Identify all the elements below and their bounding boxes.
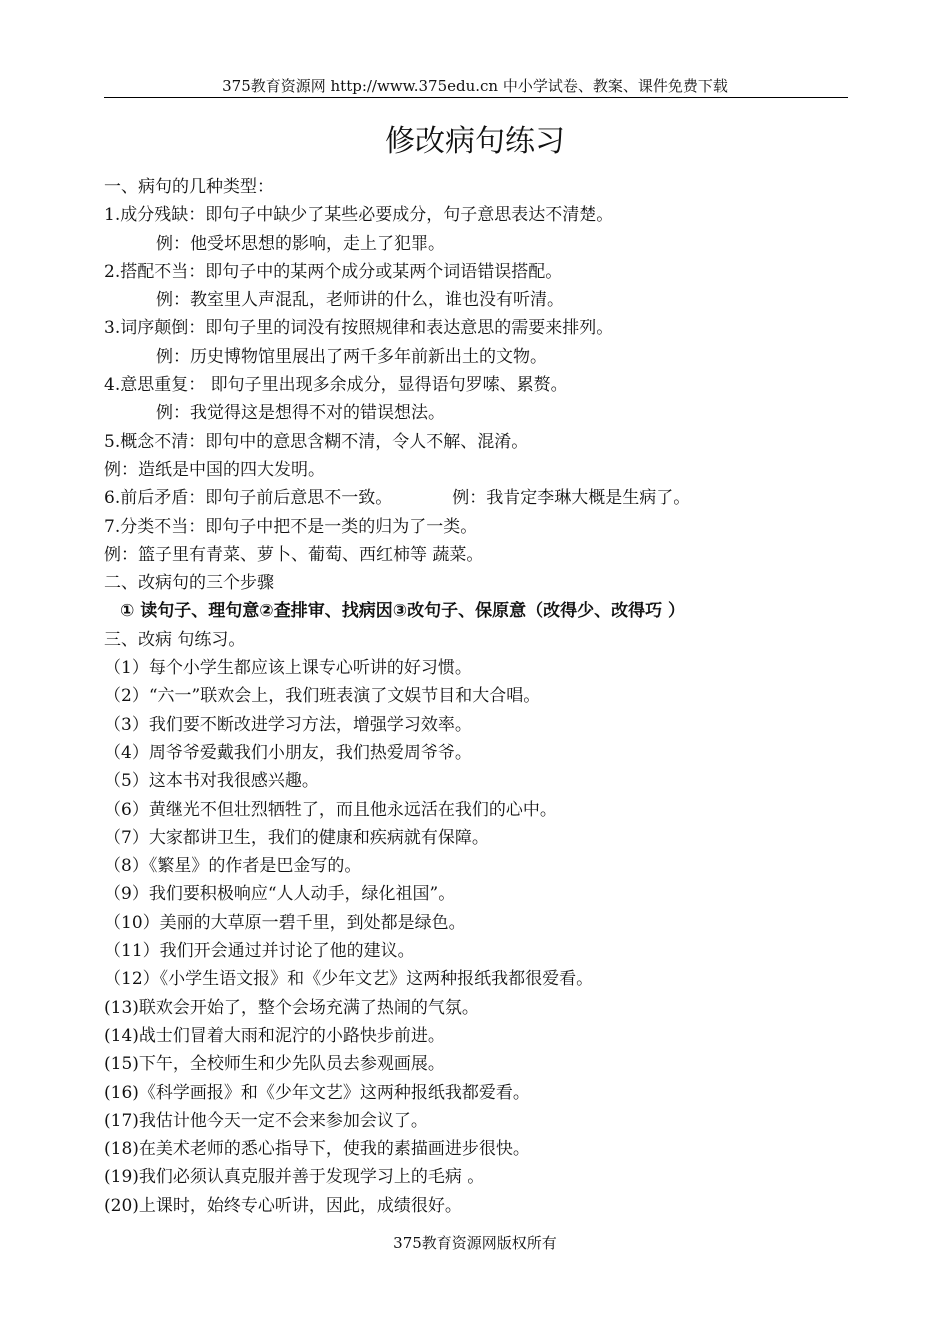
practice-item: (17)我估计他今天一定不会来参加会议了。 [104, 1110, 428, 1131]
practice-item: (19)我们必须认真克服并善于发现学习上的毛病 。 [104, 1167, 485, 1188]
practice-item: (14)战士们冒着大雨和泥泞的小路快步前进。 [104, 1025, 445, 1046]
page-title: 修改病句练习 [385, 124, 565, 159]
steps-summary: ① 读句子、理句意②查排审、找病因③改句子、保原意（改得少、改得巧 ） [120, 601, 686, 622]
type-item-1: 1.成分残缺：即句子中缺少了某些必要成分，句子意思表达不清楚。 [104, 205, 614, 226]
document-body [104, 173, 864, 1220]
practice-item: (16)《科学画报》和《少年文艺》这两种报纸我都爱看。 [104, 1082, 530, 1103]
practice-item: (18)在美术老师的悉心指导下，使我的素描画进步很快。 [104, 1139, 530, 1160]
practice-item: （8）《繁星》的作者是巴金写的。 [104, 856, 362, 877]
type-example-2: 例：教室里人声混乱，老师讲的什么，谁也没有听清。 [156, 290, 564, 311]
type-item-3: 3.词序颠倒：即句子里的词没有按照规律和表达意思的需要来排列。 [104, 318, 614, 339]
section-heading-steps: 二、改病句的三个步骤 [104, 573, 274, 594]
practice-item: （11）我们开会通过并讨论了他的建议。 [104, 941, 415, 962]
practice-item: （4）周爷爷爱戴我们小朋友，我们热爱周爷爷。 [104, 742, 472, 763]
type-item-4: 4.意思重复： 即句子里出现多余成分，显得语句罗嗦、累赘。 [104, 375, 568, 396]
header-divider [104, 97, 848, 98]
practice-item: （2）“六一”联欢会上，我们班表演了文娱节目和大合唱。 [104, 686, 541, 707]
type-item-6-text: 6.前后矛盾：即句子前后意思不一致。 [104, 488, 393, 509]
page-footer: 375教育资源网版权所有 [393, 1234, 557, 1252]
section-heading-types: 一、病句的几种类型： [104, 177, 274, 197]
practice-item: (13)联欢会开始了，整个会场充满了热闹的气氛。 [104, 997, 479, 1018]
practice-item: （7）大家都讲卫生，我们的健康和疾病就有保障。 [104, 827, 489, 848]
practice-item: （10）美丽的大草原一碧千里，到处都是绿色。 [104, 912, 466, 933]
practice-item: （5）这本书对我很感兴趣。 [104, 771, 319, 792]
practice-item: （6）黄继光不但壮烈牺牲了，而且他永远活在我们的心中。 [104, 799, 557, 820]
type-example-1: 例：他受坏思想的影响，走上了犯罪。 [156, 233, 445, 254]
type-item-6 [104, 484, 864, 512]
type-example-6: 例：我肯定李琳大概是生病了。 [452, 488, 691, 509]
type-example-3: 例：历史博物馆里展出了两千多年前新出土的文物。 [156, 346, 547, 367]
practice-item: （1）每个小学生都应该上课专心听讲的好习惯。 [104, 658, 472, 679]
practice-item: （3）我们要不断改进学习方法，增强学习效率。 [104, 714, 472, 735]
section-heading-practice: 三、改病 句练习。 [104, 629, 246, 650]
type-item-2: 2.搭配不当：即句子中的某两个成分或某两个词语错误搭配。 [104, 261, 563, 282]
type-item-7: 7.分类不当：即句子中把不是一类的归为了一类。 [104, 516, 478, 537]
type-example-7: 例：篮子里有青菜、萝卜、葡萄、西红柿等 蔬菜。 [104, 544, 484, 565]
page-header: 375教育资源网 http://www.375edu.cn 中小学试卷、教案、课件免费下载 [222, 77, 728, 95]
practice-item: （9）我们要积极响应“人人动手，绿化祖国”。 [104, 884, 456, 905]
type-example-4: 例：我觉得这是想得不对的错误想法。 [156, 403, 445, 424]
type-item-5: 5.概念不清：即句中的意思含糊不清，令人不解、混淆。 [104, 431, 529, 452]
type-example-5: 例：造纸是中国的四大发明。 [104, 459, 325, 480]
practice-item: (15)下午，全校师生和少先队员去参观画展。 [104, 1054, 445, 1075]
practice-item: （12）《小学生语文报》和《少年文艺》这两种报纸我都很爱看。 [104, 969, 594, 990]
practice-item: (20)上课时，始终专心听讲，因此，成绩很好。 [104, 1195, 462, 1216]
